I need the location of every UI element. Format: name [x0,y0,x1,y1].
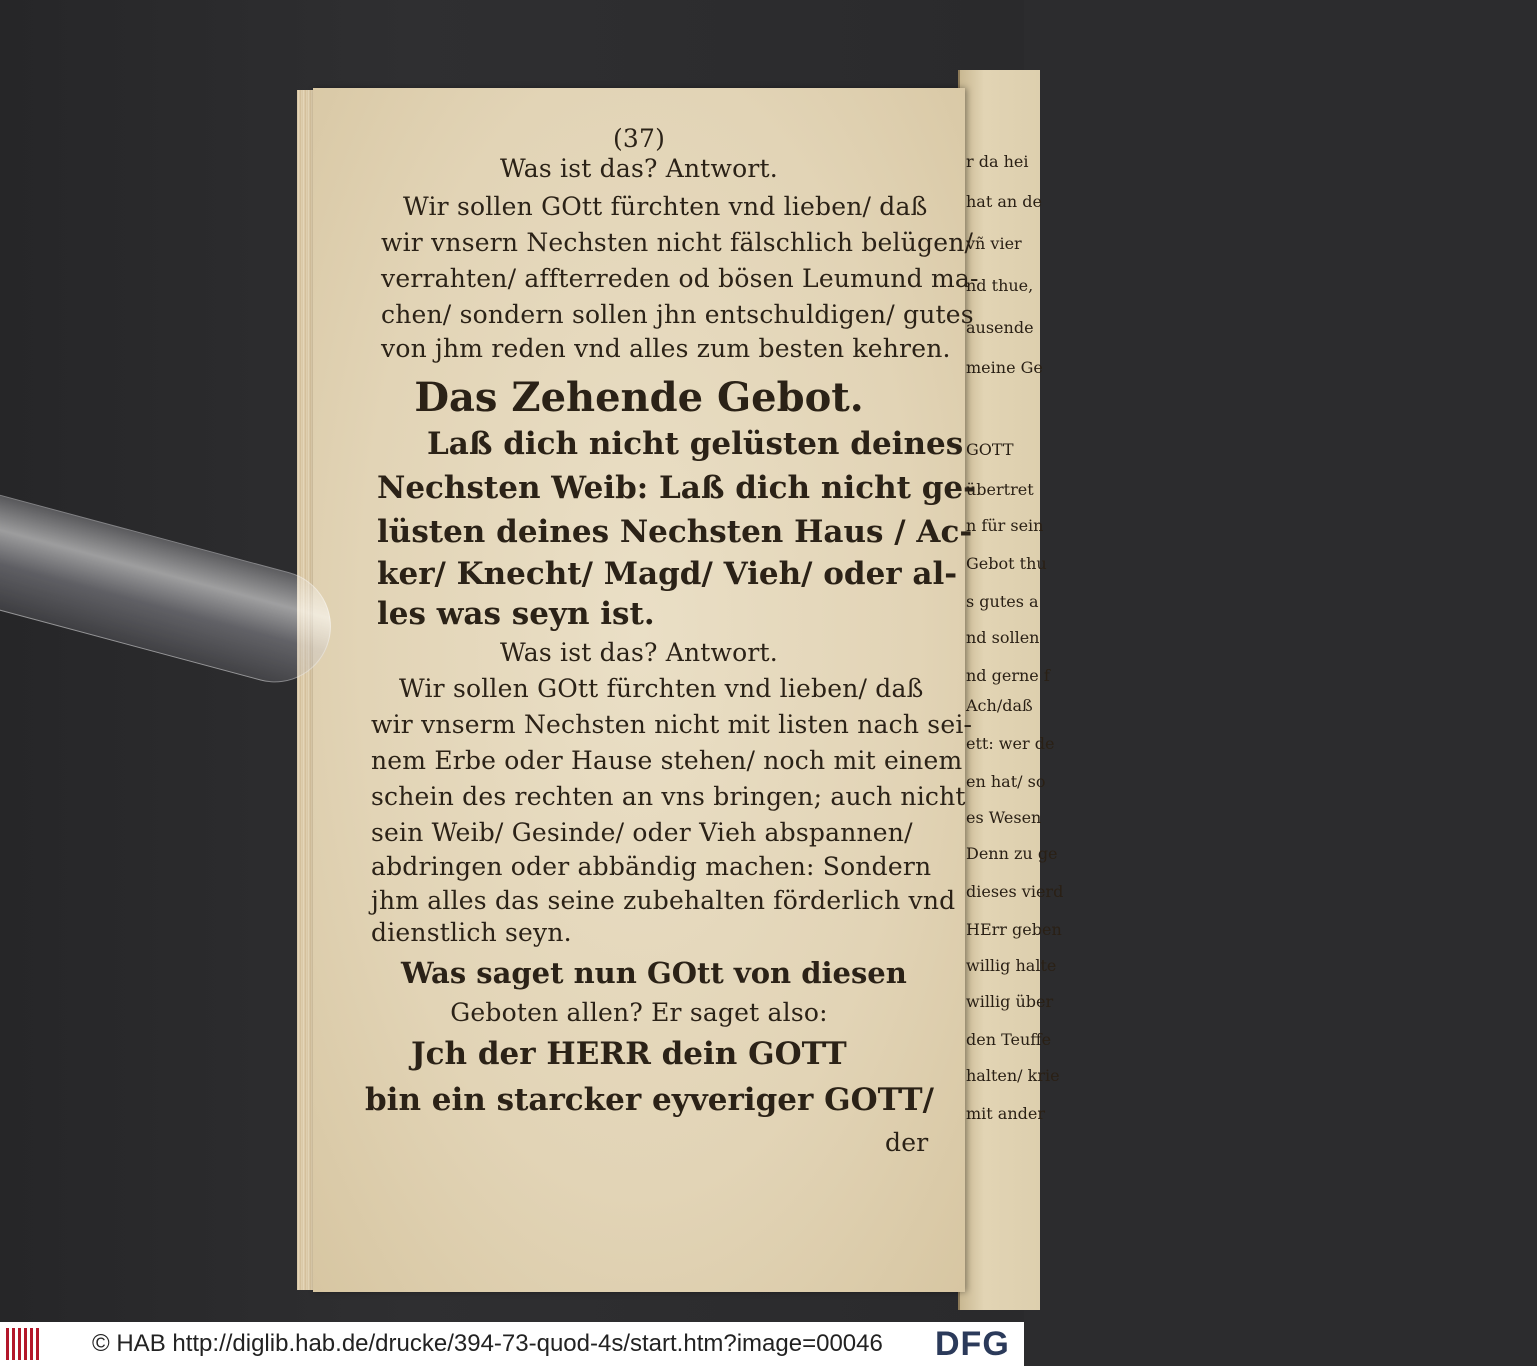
question-line: Was saget nun GOtt von diesen [401,956,907,990]
adjacent-text: HErr geben [966,920,1062,939]
adjacent-text: r da hei [966,152,1029,171]
text-line: chen/ sondern sollen jhn entschuldigen/ gutes [381,300,974,329]
subheading: Was ist das? Antwort. [500,154,778,183]
adjacent-text: mit ander [966,1104,1046,1123]
dfg-logo: DFG [935,1325,1010,1363]
text-line: dienstlich seyn. [371,918,572,947]
commandment-line: ker/ Knecht/ Magd/ Vieh/ oder al- [377,556,958,592]
adjacent-text: Denn zu ge [966,844,1058,863]
text-line: nem Erbe oder Hause stehen/ noch mit einem [371,746,963,775]
adjacent-text: willig über [966,992,1054,1011]
footer-link[interactable]: © HAB http://diglib.hab.de/drucke/394-73-quod-4s/start.htm?image=00046 [92,1330,883,1357]
adjacent-text: nd thue, [966,276,1034,295]
adjacent-text: vñ vier [966,234,1022,253]
adjacent-text: Gebot thu [966,554,1047,573]
subheading: Was ist das? Antwort. [500,638,778,667]
closing-line: Jch der HERR dein GOTT [411,1036,847,1072]
adjacent-text: Ach/daß [966,696,1033,715]
adjacent-text: halten/ krie [966,1066,1060,1085]
closing-line: bin ein starcker eyveriger GOTT/ [365,1082,934,1118]
adjacent-text: s gutes a [966,592,1039,611]
adjacent-text: dieses vierd [966,882,1064,901]
catchword: der [885,1128,929,1157]
adjacent-text: ett: wer de [966,734,1055,753]
hab-logo-icon [4,1328,44,1360]
glass-rod [0,488,343,695]
text-line: Wir sollen GOtt fürchten vnd lieben/ daß [403,192,928,221]
text-line: sein Weib/ Gesinde/ oder Vieh abspannen/ [371,818,913,847]
commandment-line: les was seyn ist. [377,596,655,632]
text-line: Geboten allen? Er saget also: [450,998,828,1027]
text-line: Wir sollen GOtt fürchten vnd lieben/ daß [399,674,924,703]
adjacent-text: hat an de [966,192,1042,211]
text-line: jhm alles das seine zubehalten förderlich vnd [371,886,956,915]
adjacent-text: willig halte [966,956,1057,975]
text-line: wir vnsern Nechsten nicht fälschlich belügen/ [381,228,974,257]
footer-bar [0,1322,1024,1366]
commandment-line: Laß dich nicht gelüsten deines [427,426,964,462]
adjacent-text: n für sein [966,516,1044,535]
section-heading: Das Zehende Gebot. [414,374,864,421]
adjacent-text: meine Ge [966,358,1043,377]
text-line: verrahten/ affterreden od bösen Leumund ma- [381,264,979,293]
commandment-line: lüsten deines Nechsten Haus / Ac- [377,514,973,550]
text-line: abdringen oder abbändig machen: Sondern [371,852,932,881]
adjacent-text: es Wesen [966,808,1042,827]
adjacent-text: ausende [966,318,1034,337]
text-line: schein des rechten an vns bringen; auch nicht [371,782,966,811]
page-number: (37) [612,124,666,153]
adjacent-text: übertret [966,480,1034,499]
adjacent-text: en hat/ so [966,772,1046,791]
text-line: von jhm reden vnd alles zum besten kehren. [381,334,951,363]
book-page [313,88,979,1292]
commandment-line: Nechsten Weib: Laß dich nicht ge- [377,470,976,506]
adjacent-text: GOTT [966,440,1014,459]
adjacent-text: nd sollen [966,628,1040,647]
text-line: wir vnserm Nechsten nicht mit listen nach sei- [371,710,973,739]
adjacent-text: den Teuffe [966,1030,1052,1049]
adjacent-text: nd gerne f [966,666,1050,685]
